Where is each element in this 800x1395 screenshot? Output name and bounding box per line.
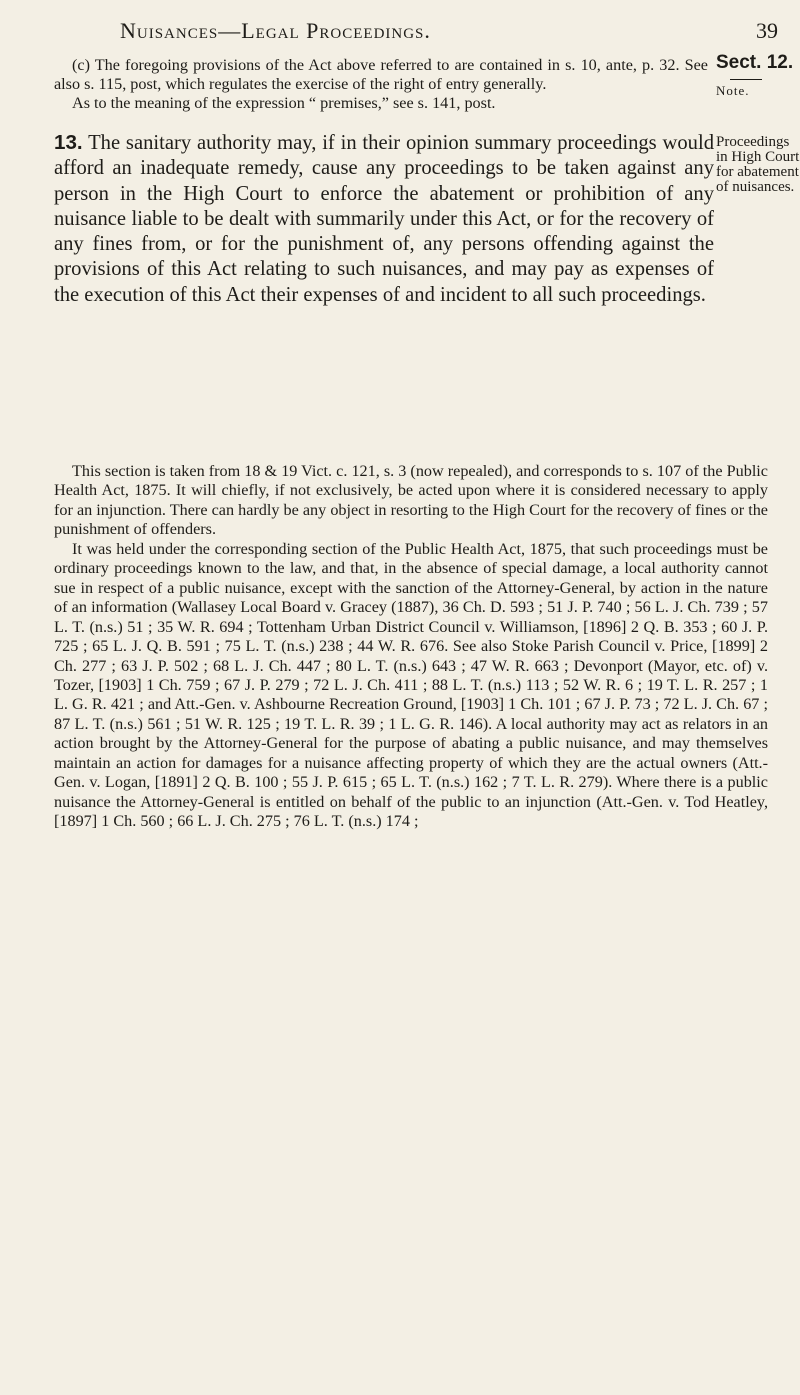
- section-13-body: The sanitary authority may, if in their opinion summary proceedings would afford an inadequate remedy, cause any proceedings to be taken against any person in the High Court to enforce the abatement or prohibition of any nuisance liable to be dealt with summarily under this Act, or for the recovery of any fines from, or for the punishment of, any persons offending against the provisions of this Act relating to such nuisances, and may pay as expenses of the execution of this Act their expenses of and incident to all such proceedings.: [54, 132, 714, 306]
- commentary-block: [54, 462, 768, 832]
- note-marginal-label: Note.: [716, 79, 800, 98]
- section-marginal-label: Sect. 12.: [716, 52, 794, 73]
- commentary-paragraph-case-law: It was held under the corresponding section of the Public Health Act, 1875, that such proceedings must be ordinary proceedings known to the law, and that, in the absence of special damage, a local authority cannot sue in respect of a public nuisance, except with the sanction of the Attorney-General, by action in the nature of an information (Wallasey Local Board v. Gracey (1887), 36 Ch. D. 593 ; 51 J. P. 740 ; 56 L. J. Ch. 739 ; 57 L. T. (n.s.) 51 ; 35 W. R. 694 ; Tottenham Urban District Council v. Williamson, [1896] 2 Q. B. 353 ; 60 J. P. 725 ; 65 L. J. Q. B. 591 ; 75 L. T. (n.s.) 238 ; 44 W. R. 676. See also Stoke Parish Council v. Price, [1899] 2 Ch. 277 ; 63 J. P. 502 ; 68 L. J. Ch. 447 ; 80 L. T. (n.s.) 643 ; 47 W. R. 663 ; Devonport (Mayor, etc. of) v. Tozer, [1903] 1 Ch. 759 ; 67 J. P. 279 ; 72 L. J. Ch. 411 ; 88 L. T. (n.s.) 113 ; 52 W. R. 6 ; 19 T. L. R. 257 ; 1 L. G. R. 421 ; and Att.-Gen. v. Ashbourne Recreation Ground, [1903] 1 Ch. 101 ; 67 J. P. 73 ; 72 L. J. Ch. 67 ; 87 L. T. (n.s.) 561 ; 51 W. R. 125 ; 19 T. L. R. 39 ; 1 L. G. R. 146). A local authority may act as relators in an action brought by the Attorney-General for the purpose of abating a public nuisance, and may themselves maintain an action for damages for a nuisance affecting property of which they are the actual owners (Att.-Gen. v. Logan, [1891] 2 Q. B. 100 ; 55 J. P. 615 ; 65 L. T. (n.s.) 162 ; 7 T. L. R. 279). Where there is a public nuisance the Attorney-General is entitled on behalf of the public to an injunction (Att.-Gen. v. Tod Heatley, [1897] 1 Ch. 560 ; 66 L. J. Ch. 275 ; 76 L. T. (n.s.) 174 ;: [54, 539, 768, 831]
- section-number: 13.: [54, 131, 83, 154]
- note-c-paragraph: (c) The foregoing provisions of the Act above referred to are contained in s. 10, ante, p. 32. See also s. 115, post, which regulates the exercise of the right of entry generally.: [54, 56, 708, 94]
- running-head: Nuisances—Legal Proceedings.: [120, 18, 431, 43]
- commentary-paragraph-origin: This section is taken from 18 & 19 Vict. c. 121, s. 3 (now repealed), and corresponds to s. 107 of the Public Health Act, 1875. It will chiefly, if not exclusively, be acted upon where it is considered necessary to apply for an injunction. There can hardly be any object in resorting to the High Court for the recovery of fines or the punishment of offenders.: [54, 462, 768, 539]
- note-c-premises-paragraph: As to the meaning of the expression “ premises,” see s. 141, post.: [72, 94, 496, 113]
- page-number: 39: [756, 18, 778, 43]
- note-c-block: [54, 56, 708, 114]
- proceedings-marginal-note: Proceedings in High Court for abatement of nuisances.: [716, 134, 800, 195]
- section-13-text: [54, 130, 714, 308]
